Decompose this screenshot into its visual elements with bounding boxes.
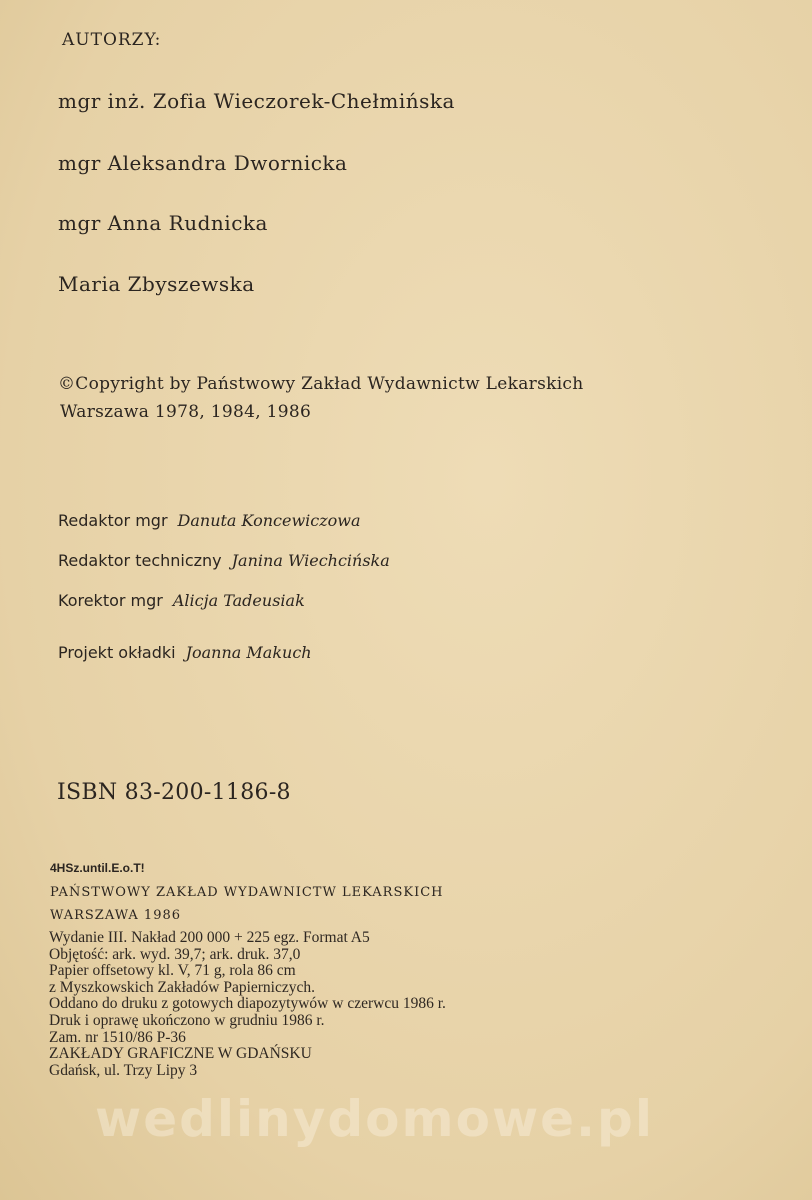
print-detail-line: Oddano do druku z gotowych diapozytywów w czerwcu 1986 r. (49, 995, 446, 1013)
watermark: wedlinydomowe.pl (95, 1090, 654, 1148)
credit-role: Redaktor techniczny (58, 551, 222, 570)
credit-technical-editor (58, 551, 390, 570)
print-details (49, 930, 446, 1079)
author-name: mgr Aleksandra Dwornicka (58, 151, 348, 175)
credit-proofreader (58, 591, 305, 610)
print-detail-line: Druk i oprawę ukończono w grudniu 1986 r. (49, 1011, 325, 1029)
print-detail-line: Papier offsetowy kl. V, 71 g, rola 86 cm (49, 962, 296, 980)
print-detail-line: Zam. nr 1510/86 P-36 (49, 1028, 186, 1046)
print-detail-line: z Myszkowskich Zakładów Papierniczych. (49, 978, 316, 996)
credit-person: Janina Wiechcińska (231, 551, 390, 570)
author-name: Maria Zbyszewska (58, 272, 255, 296)
credit-person: Joanna Makuch (185, 643, 312, 662)
publisher-name: PAŃSTWOWY ZAKŁAD WYDAWNICTW LEKARSKICH (50, 885, 444, 900)
publisher-city-year: WARSZAWA 1986 (50, 908, 182, 923)
print-detail-line: Objętość: ark. wyd. 39,7; ark. druk. 37,0 (49, 945, 301, 963)
print-detail-line: Gdańsk, ul. Trzy Lipy 3 (49, 1061, 198, 1079)
credit-role: Redaktor mgr (58, 511, 168, 530)
credit-editor (58, 511, 361, 530)
authors-heading: AUTORZY: (62, 30, 162, 50)
credit-role: Korektor mgr (58, 591, 163, 610)
credit-person: Danuta Koncewiczowa (177, 511, 361, 530)
print-detail-line: ZAKŁADY GRAFICZNE W GDAŃSKU (49, 1045, 312, 1063)
catalog-code: 4HSz.until.E.o.T! (50, 861, 145, 875)
credit-cover-design (58, 643, 312, 662)
credit-person: Alicja Tadeusiak (172, 591, 305, 610)
author-name: mgr Anna Rudnicka (58, 211, 268, 235)
credit-role: Projekt okładki (58, 643, 176, 662)
copyright-line: ©Copyright by Państwowy Zakład Wydawnictw Lekarskich (58, 374, 584, 394)
print-detail-line: Wydanie III. Nakład 200 000 + 225 egz. Format A5 (49, 929, 370, 946)
isbn: ISBN 83-200-1186-8 (57, 780, 291, 805)
author-name: mgr inż. Zofia Wieczorek-Chełmińska (58, 89, 455, 113)
copyright-years: Warszawa 1978, 1984, 1986 (60, 402, 312, 422)
